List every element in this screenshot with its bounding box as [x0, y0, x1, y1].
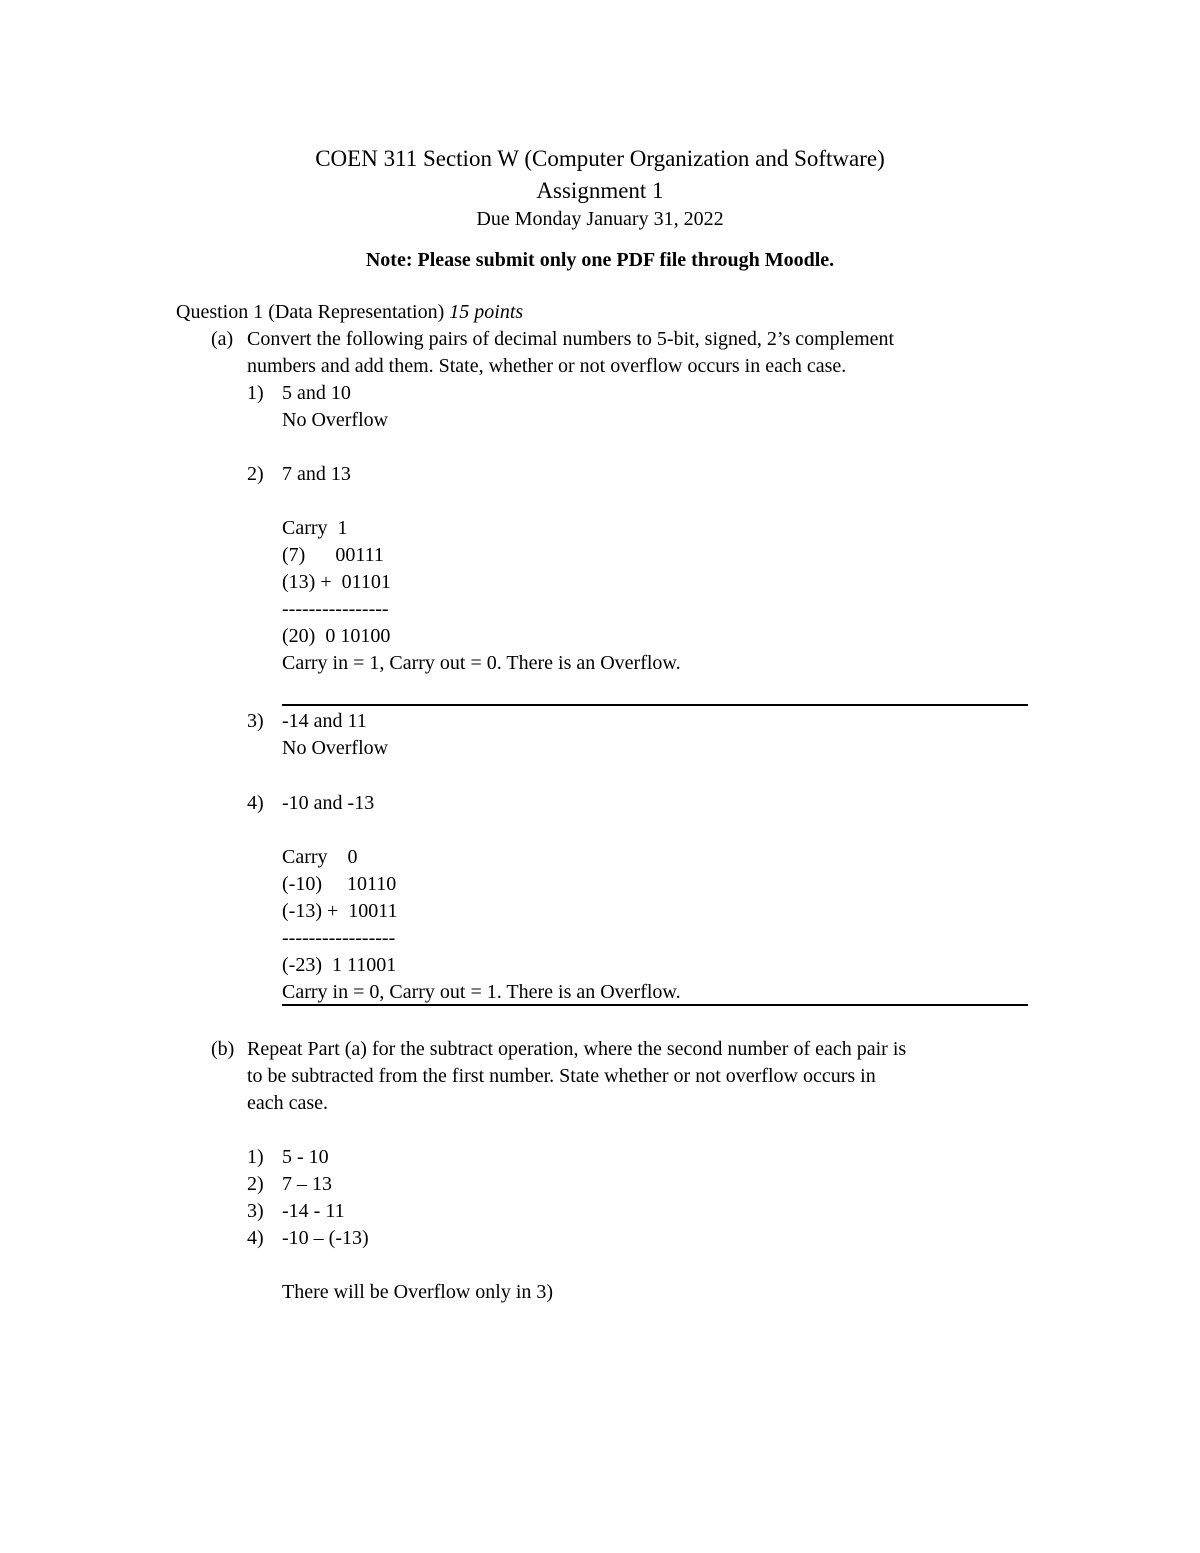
b-item-1-text: 5 - 10: [282, 1146, 329, 1168]
submission-note: Note: Please submit only one PDF file through Moodle.: [365, 249, 835, 271]
question-1-points: 15 points: [449, 301, 524, 323]
part-b-line-2: to be subtracted from the first number. State whether or not overflow occurs in: [247, 1065, 876, 1087]
part-a-line-2: numbers and add them. State, whether or not overflow occurs in each case.: [247, 355, 847, 377]
part-a-line-1: Convert the following pairs of decimal numbers to 5-bit, signed, 2’s complement: [247, 328, 895, 350]
a-item-2-carry: Carry 1: [282, 517, 348, 539]
part-a-label: (a): [211, 328, 234, 350]
b-item-1-number: 1): [247, 1146, 264, 1168]
a-item-2-sum: (20) 0 10100: [282, 625, 391, 647]
b-item-3-number: 3): [247, 1200, 264, 1222]
b-item-4-number: 4): [247, 1227, 264, 1249]
b-item-2-number: 2): [247, 1173, 264, 1195]
horizontal-rule: [282, 704, 1028, 706]
assignment-title: Assignment 1: [536, 178, 664, 203]
a-item-3-result: No Overflow: [282, 737, 389, 759]
b-conclusion: There will be Overflow only in 3): [282, 1281, 554, 1303]
part-b-label: (b): [211, 1038, 235, 1060]
a-item-2-separator: ----------------: [282, 598, 389, 620]
a-item-2-text: 7 and 13: [282, 463, 351, 485]
a-item-1-result: No Overflow: [282, 409, 389, 431]
a-item-4-text: -10 and -13: [282, 792, 375, 814]
a-item-1-text: 5 and 10: [282, 382, 351, 404]
a-item-2-operand-1: (7) 00111: [282, 544, 384, 566]
a-item-4-operand-1: (-10) 10110: [282, 873, 397, 895]
a-item-4-separator: -----------------: [282, 927, 396, 949]
b-item-2-text: 7 – 13: [282, 1173, 332, 1195]
a-item-3-number: 3): [247, 710, 264, 732]
horizontal-rule: [282, 1004, 1028, 1006]
part-b-line-3: each case.: [247, 1092, 329, 1114]
question-1-heading: [176, 300, 523, 324]
a-item-4-operand-2: (-13) + 10011: [282, 900, 398, 922]
a-item-3-text: -14 and 11: [282, 710, 367, 732]
a-item-4-number: 4): [247, 792, 264, 814]
a-item-4-overflow-note: Carry in = 0, Carry out = 1. There is an Overflow.: [282, 981, 681, 1003]
course-title: COEN 311 Section W (Computer Organization and Software): [315, 146, 885, 171]
b-item-4-text: -10 – (-13): [282, 1227, 369, 1249]
a-item-4-carry: Carry 0: [282, 846, 358, 868]
question-1-title: Question 1 (Data Representation): [176, 301, 445, 323]
a-item-2-operand-2: (13) + 01101: [282, 571, 391, 593]
a-item-2-number: 2): [247, 463, 264, 485]
a-item-1-number: 1): [247, 382, 264, 404]
part-b-line-1: Repeat Part (a) for the subtract operation, where the second number of each pair is: [247, 1038, 907, 1060]
b-item-3-text: -14 - 11: [282, 1200, 345, 1222]
a-item-2-overflow-note: Carry in = 1, Carry out = 0. There is an Overflow.: [282, 652, 681, 674]
due-date: Due Monday January 31, 2022: [476, 208, 724, 230]
a-item-4-sum: (-23) 1 11001: [282, 954, 397, 976]
